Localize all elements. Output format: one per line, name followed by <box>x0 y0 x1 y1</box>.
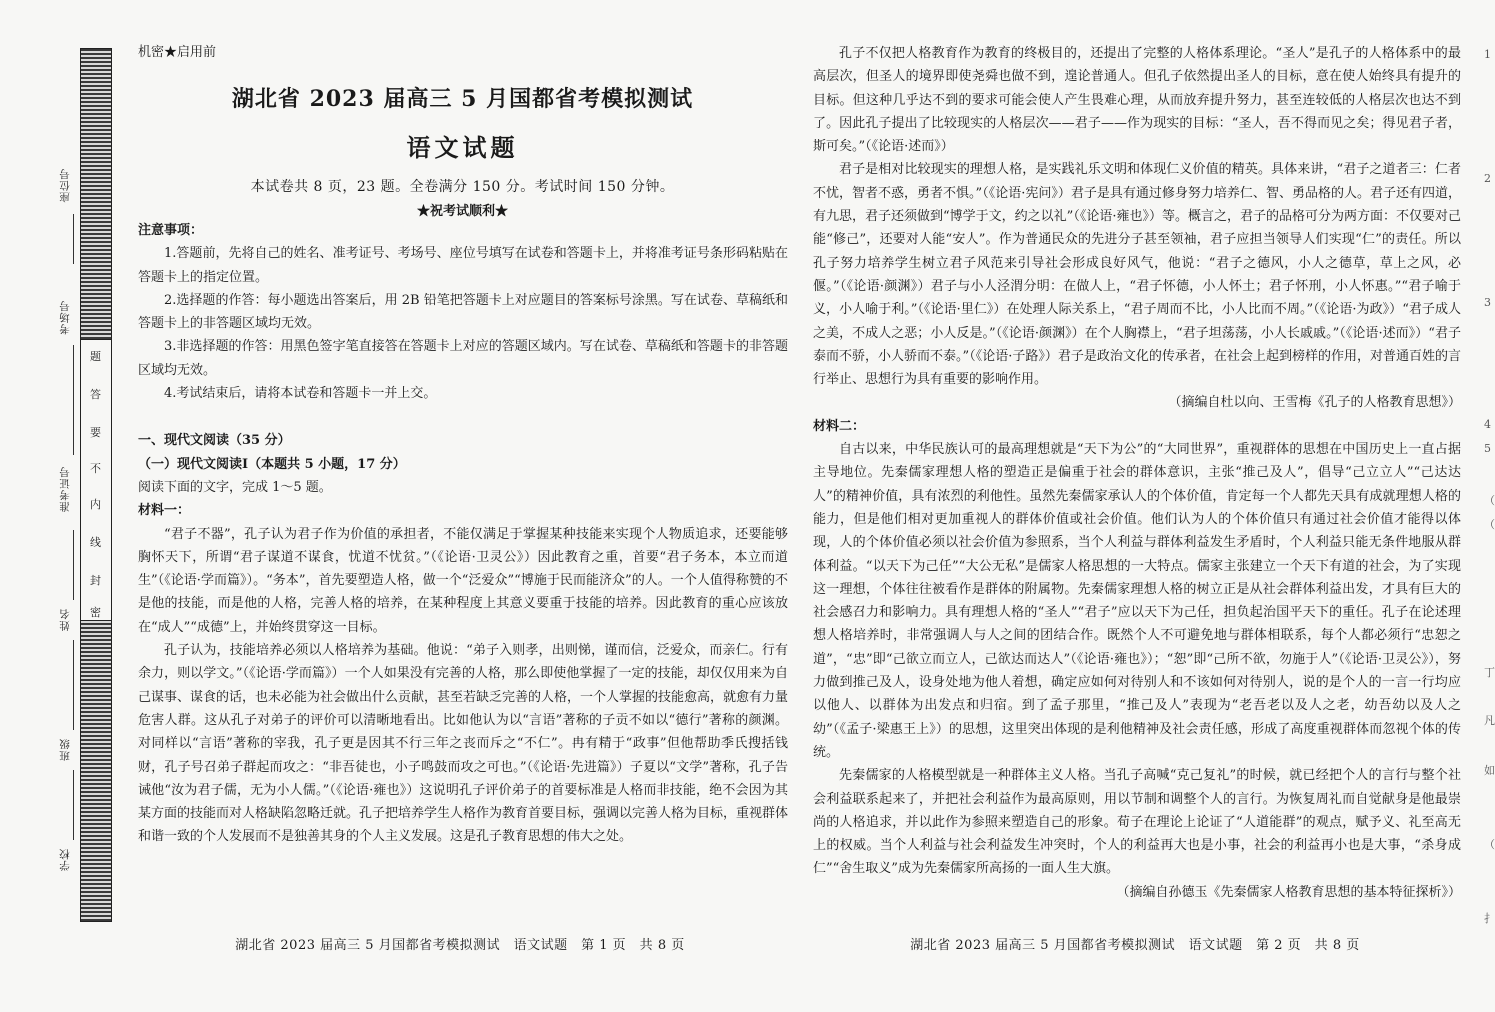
notice-heading: 注意事项： <box>138 223 204 238</box>
label-seat-number: 座位号 <box>59 168 71 203</box>
material-paragraph: 君子是相对比较现实的理想人格，是实践礼乐文明和体现仁义价值的精英。具体来讲，“君子之道者三：仁者不忧，智者不惑，勇者不惧。”（《论语·宪问》）君子是具有通过修身努力培养仁、智、勇品格的人。君子还有四道，有九思，君子还须做到“博学于文，约之以礼”（《论语·雍也》）等。概言之，君子的品格可分为两方面：不仅要对己能“修己”，还要对人能“安人”。作为普通民众的先进分子甚至领袖，君子应担当领导人们实现“仁”的责任。所以孔子努力培养学生树立君子风范来引导社会形成良好风气，他说：“君子之德风，小人之德草，草上之风，必偃。”（《论语·颜渊》）君子与小人泾渭分明：在做人上，“君子怀德，小人怀土；君子怀刑，小人怀惠。”“君子喻于义，小人喻于利。”（《论语·里仁》）在处理人际关系上，“君子周而不比，小人比而不周。”（《论语·为政》）“君子成人之美，不成人之恶；小人反是。”（《论语·颜渊》）在个人胸襟上，“君子坦荡荡，小人长戚戚。”（《论语·述而》）“君子泰而不骄，小人骄而不泰。”（《论语·子路》）君子是政治文化的传承者，在社会上起到榜样的作用，对普通百姓的言行举止、思想行为具有重要的影响作用。 <box>813 162 1461 388</box>
edge-mark: 2 <box>1484 172 1491 185</box>
material-paragraph: 先秦儒家的人格模型就是一种群体主义人格。当孔子高喊“克己复礼”的时候，就已经把个人的言行与整个社会利益联系起来了，并把社会利益作为最高原则，用以节制和调整个人的言行。为恢复周礼而自觉献身是他最崇尚的人格追求，并以此作为参照来塑造自己的形象。荀子在理论上论证了“人道能群”的观点，赋予义、礼至高无上的权威。当个人利益与社会利益发生冲突时，个人的利益再大也是小事，社会的利益再小也是大事，“杀身成仁”“舍生取义”成为先秦儒家所高扬的一面人生大旗。 <box>813 768 1461 877</box>
edge-mark: 丁 <box>1484 666 1495 679</box>
seal-char: 题 <box>90 350 101 363</box>
exam-page-2 <box>805 0 1492 1012</box>
page-footer: 湖北省 2023 届高三 5 月国都省考模拟测试 语文试题 第 1 页 共 8 页 <box>235 938 685 953</box>
edge-mark: 3 <box>1484 296 1491 309</box>
seal-char: 答 <box>90 388 101 401</box>
seal-char: 内 <box>90 498 101 511</box>
label-school: 学校 <box>59 848 71 871</box>
material-one-label: 材料一： <box>138 503 191 519</box>
edge-mark: 如 <box>1484 764 1495 777</box>
source-citation: （摘编自孙德玉《先秦儒家人格教育思想的基本特征探析》） <box>1116 884 1461 900</box>
confidential-label: 机密★启用前 <box>138 45 217 60</box>
edge-mark: （ <box>1484 494 1495 507</box>
material-two-label: 材料二： <box>813 418 866 434</box>
edge-mark: 5 <box>1484 442 1491 455</box>
edge-mark: （ <box>1484 518 1495 531</box>
seal-band-bottom <box>80 620 112 922</box>
seal-char: 不 <box>90 462 101 475</box>
edge-mark: 4 <box>1484 418 1491 431</box>
seal-char: 要 <box>90 426 101 439</box>
material-paragraph: “君子不器”，孔子认为君子作为价值的承担者，不能仅满足于掌握某种技能来实现个人物质追求，还要能够胸怀天下，所谓“君子谋道不谋食，忧道不忧贫。”（《论语·卫灵公》）因此教育之重，首要“君子务本，本立而道生”（《论语·学而篇》）。“务本”，首先要塑造人格，做一个“泛爱众”“博施于民而能济众”的人。一个人值得称赞的不是他的技能，而是他的人格，完善人格的培养，在某种程度上其意义要重于技能的培养。因此教育的重心应该放在“成人”“成德”上，并始终贯穿这一目标。 <box>138 526 788 635</box>
notice-item: 4.考试结束后，请将本试卷和答题卡一并上交。 <box>164 386 437 402</box>
notice-item: 1.答题前，先将自己的姓名、准考证号、考场号、座位号填写在试卷和答题卡上，并将准考证号条形码粘贴在答题卡上的指定位置。 <box>138 246 788 285</box>
right-body <box>813 42 1461 904</box>
name-line <box>73 640 74 730</box>
exam-info: 本试卷共 8 页，23 题。全卷满分 150 分。考试时间 150 分钟。 <box>250 179 675 195</box>
material-paragraph: 自古以来，中华民族认可的最高理想就是“天下为公”的“大同世界”，重视群体的思想在中国历史上一直占据主导地位。先秦儒家理想人格的塑造正是偏重于社会的群体意识，主张“推己及人”，倡导“己立立人”“己达达人”的精神价值，具有浓烈的利他性。虽然先秦儒家承认人的个体价值，肯定每一个人都先天具有成就理想人格的能力，但是他们相对更加重视人的群体价值或社会价值。他们认为人的个体价值只有通过社会价值才能得以体现，人的个体价值必须以社会价值为参照系，当个人利益与群体利益发生矛盾时，个人利益只能无条件地服从群体利益。“以天下为己任”“大公无私”是儒家人格思想的一大特点。儒家主张建立一个天下有道的社会，为了实现这一理想，个体往往被看作是群体的附属物。先秦儒家理想人格的树立正是从社会群体利益出发，才具有巨大的社会感召力和影响力。具有理想人格的“圣人”“君子”应以天下为己任，担负起治国平天下的重任。孔子在论述理想人格培养时，非常强调人与人之间的团结合作。既然个人不可避免地与群体相联系，每个人都必须行“忠恕之道”，“忠”即“己欲立而立人，己欲达而达人”（《论语·雍也》）；“恕”即“己所不欲，勿施于人”（《论语·卫灵公》），努力做到推己及人，设身处地为他人着想，确定应如何对待别人和不该如何对待别人，说的是个人的一言一行均应以他人、以群体为出发点和归宿。到了孟子那里，“推己及人”表现为“老吾老以及人之老，幼吾幼以及人之幼”（《孟子·梁惠王上》）的思想，这里突出体现的是利他精神及社会责任感，形成了高度重视群体而忽视个体的传统。 <box>813 442 1461 760</box>
edge-mark: 扌 <box>1484 912 1495 925</box>
notice-item: 2.选择题的作答：每小题选出答案后，用 2B 铅笔把答题卡上对应题目的答案标号涂黑。写在试卷、草稿纸和答题卡上的非答题区域均无效。 <box>138 292 788 332</box>
label-class: 班级 <box>59 738 71 761</box>
edge-mark: 1 <box>1484 48 1491 61</box>
left-body <box>138 219 788 849</box>
label-name: 姓名 <box>59 608 71 631</box>
seal-char: 封 <box>90 574 101 587</box>
admission-number-line <box>73 530 74 600</box>
edge-mark: （ <box>1484 838 1495 851</box>
section-heading: 一、现代文阅读（35 分） <box>138 433 291 449</box>
seal-band-top <box>80 48 112 340</box>
seal-char: 线 <box>90 536 101 549</box>
source-citation: （摘编自杜以向、王雪梅《孔子的人格教育思想》） <box>1168 395 1461 411</box>
label-exam-room: 考场号 <box>59 300 71 335</box>
page-footer: 湖北省 2023 届高三 5 月国都省考模拟测试 语文试题 第 2 页 共 8 页 <box>910 938 1360 953</box>
material-paragraph: 孔子认为，技能培养必须以人格培养为基础。他说：“弟子入则孝，出则悌，谨而信，泛爱众，而亲仁。行有余力，则以学文。”（《论语·学而篇》）一个人如果没有完善的人格，那么即使他掌握了一定的技能，却仅仅用来为自己谋事、谋食的话，也未必能为社会做出什么贡献，甚至若缺乏完善的人格，一个人掌握的技能愈高，就愈有力量危害人群。这从孔子对弟子的评价可以清晰地看出。比如他认为以“言语”著称的子贡不如以“德行”著称的颜渊。对同样以“言语”著称的宰我，孔子更是因其不行三年之丧而斥之“不仁”。冉有精于“政事”但他帮助季氏搜括钱财，孔子号召弟子群起而攻之：“非吾徒也，小子鸣鼓而攻之可也。”（《论语·先进篇》）子夏以“文学”著称，孔子告诫他“汝为君子儒，无为小人儒。”（《论语·雍也》）这说明孔子评价弟子的首要标准是人格而非技能，绝不会因为其某方面的技能而对人格缺陷忽略迁就。孔子把培养学生人格作为教育首要目标，强调以完善人格为目标，重视群体和谐一致的个人发展而不是独善其身的个人主义发展。这是孔子教育思想的伟大之处。 <box>138 643 789 845</box>
class-line <box>73 770 74 840</box>
subsection-heading: （一）现代文阅读Ⅰ（本题共 5 小题，17 分） <box>138 456 406 472</box>
exam-title: 湖北省 2023 届高三 5 月国都省考模拟测试 <box>231 86 694 112</box>
good-luck-line: ★祝考试顺利★ <box>416 204 508 219</box>
reading-instruction: 阅读下面的文字，完成 1～5 题。 <box>138 479 332 495</box>
material-paragraph: 孔子不仅把人格教育作为教育的终极目的，还提出了完整的人格体系理论。“圣人”是孔子的人格体系中的最高层次，但圣人的境界即使尧舜也做不到，遑论普通人。但孔子依然提出圣人的目标，意在使人始终具有提升的目标。但这种几乎达不到的要求可能会使人产生畏难心理，从而放弃提升努力，甚至连较低的人格层次也达不到了。因此孔子提出了比较现实的人格层次——君子——作为现实的目标：“圣人，吾不得而见之矣；得见君子者，斯可矣。”（《论语·述而》） <box>813 46 1461 155</box>
label-admission-number: 准考证号 <box>59 466 71 512</box>
exam-subject-title: 语文试题 <box>406 133 519 162</box>
seal-char: 密 <box>90 606 101 619</box>
edge-mark: 凡 <box>1484 714 1495 727</box>
seat-number-line <box>73 214 74 264</box>
notice-item: 3.非选择题的作答：用黑色签字笔直接答在答题卡上对应的答题区域内。写在试卷、草稿纸和答题卡的非答题区域均无效。 <box>138 339 788 378</box>
exam-room-line <box>73 345 74 455</box>
